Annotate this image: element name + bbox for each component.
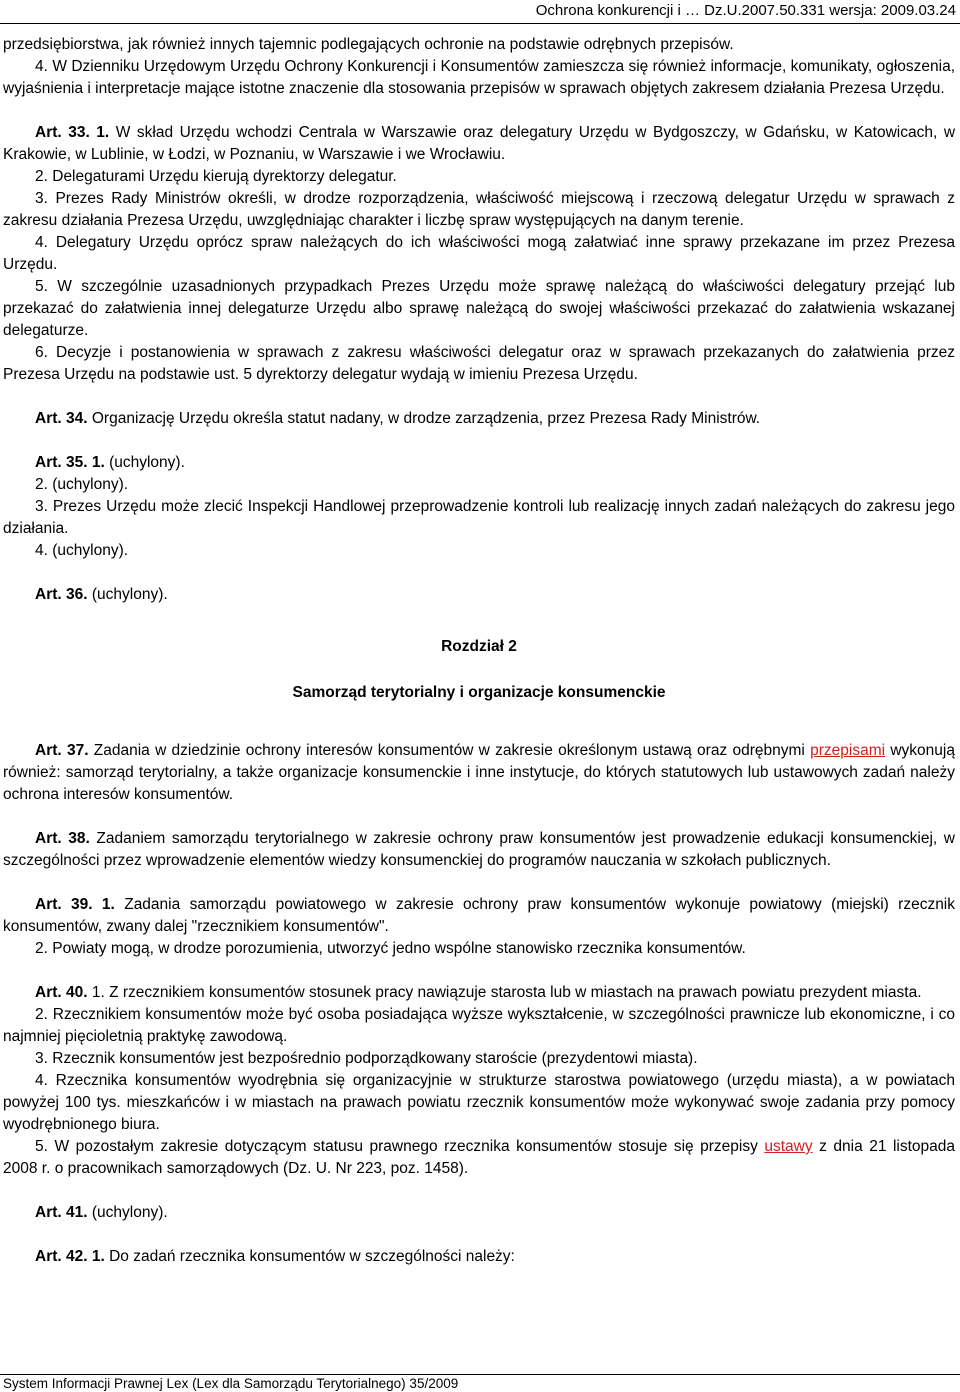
article-33-6: 6. Decyzje i postanowienia w sprawach z zakresu właściwości delegatur oraz w sprawach przekazanych do załatwienia przez Prezesa Urzędu na podstawie ust. 5 dyrektorzy delegatur wydają w imieniu Prezesa Urzędu. xyxy=(3,344,955,383)
article-33-3: 3. Prezes Rady Ministrów określi, w drodze rozporządzenia, właściwość miejscową i rzeczową delegatur Urzędu w sprawach z zakresu działania Prezesa Urzędu, uwzględniając charakter i liczbę spraw występujących na danym terenie. xyxy=(3,190,955,229)
document-footer: System Informacji Prawnej Lex (Lex dla Samorządu Terytorialnego) 35/2009 xyxy=(3,1376,459,1391)
przepisami-link[interactable]: przepisami xyxy=(810,742,886,759)
paragraph-continuation: przedsiębiorstwa, jak również innych tajemnic podlegających ochronie na podstawie odrębnych przepisów. xyxy=(3,36,734,53)
article-40-3: 3. Rzecznik konsumentów jest bezpośrednio podporządkowany staroście (prezydentowi miasta). xyxy=(35,1050,698,1067)
article-38: Art. 38. Zadaniem samorządu terytorialnego w zakresie ochrony praw konsumentów jest prowadzenie edukacji konsumenckiej, w szczególności przez wprowadzenie elementów wiedzy konsumenckiej do programów nauczania w szkołach publicznych. xyxy=(3,830,955,869)
article-40-2: 2. Rzecznikiem konsumentów może być osoba posiadająca wyższe wykształcenie, w szczególności prawnicze lub ekonomiczne, i co najmniej pięcioletnią praktykę zawodową. xyxy=(3,1006,955,1045)
article-34: Art. 34. Organizację Urzędu określa statut nadany, w drodze zarządzenia, przez Prezesa Rady Ministrów. xyxy=(35,410,761,427)
article-33-1: Art. 33. 1. W skład Urzędu wchodzi Centrala w Warszawie oraz delegatury Urzędu w Bydgoszczy, w Gdańsku, w Katowicach, w Krakowie, w Lublinie, w Łodzi, w Poznaniu, w Warszawie i we Wrocławiu. xyxy=(3,124,956,163)
article-42-1: Art. 42. 1. Do zadań rzecznika konsumentów w szczególności należy: xyxy=(35,1248,515,1265)
paragraph-4: 4. W Dzienniku Urzędowym Urzędu Ochrony Konkurencji i Konsumentów zamieszcza się również informacje, komunikaty, ogłoszenia, wyjaśnienia i interpretacje mające istotne znaczenie dla stosowania przepisów w sprawach objętych zakresem działania Prezesa Urzędu. xyxy=(3,58,955,97)
article-35-4: 4. (uchylony). xyxy=(35,542,129,559)
article-40-1: Art. 40. 1. Z rzecznikiem konsumentów stosunek pracy nawiązuje starosta lub w miastach na prawach powiatu prezydent miasta. xyxy=(35,984,922,1001)
header-rule xyxy=(0,23,960,24)
article-37: Art. 37. Zadania w dziedzinie ochrony interesów konsumentów w zakresie określonym ustawą oraz odrębnymi przepisami wykonują również: samorząd terytorialny, a także organizacje konsumenckie i inne instytucje, do których statutowych lub ustawowych zadań należy ochrona interesów konsumentów. xyxy=(3,742,955,803)
document-header: Ochrona konkurencji i … Dz.U.2007.50.331 wersja: 2009.03.24 xyxy=(535,2,956,19)
article-40-5: 5. W pozostałym zakresie dotyczącym statusu prawnego rzecznika konsumentów stosuje się przepisy ustawy z dnia 21 listopada 2008 r. o pracownikach samorządowych (Dz. U. Nr 223, poz. 1458). xyxy=(3,1138,955,1177)
article-36: Art. 36. (uchylony). xyxy=(35,586,168,603)
article-33-4: 4. Delegatury Urzędu oprócz spraw należących do ich właściwości mogą załatwiać inne sprawy przekazane im przez Prezesa Urzędu. xyxy=(3,234,955,273)
article-40-4: 4. Rzecznika konsumentów wyodrębnia się organizacyjnie w strukturze starostwa powiatowego (urzędu miasta), a w powiatach powyżej 100 tys. mieszkańców i w miastach na prawach powiatu rzecznik konsumentów może wykonywać swoje zadania przy pomocy wyodrębnionego biura. xyxy=(3,1072,955,1133)
chapter-heading: Rozdział 2 xyxy=(441,638,517,655)
chapter-title: Samorząd terytorialny i organizacje konsumenckie xyxy=(292,684,666,701)
article-35-1: Art. 35. 1. (uchylony). xyxy=(35,454,185,471)
article-35-3: 3. Prezes Urzędu może zlecić Inspekcji Handlowej przeprowadzenie kontroli lub realizację innych zadań należących do zakresu jego działania. xyxy=(3,498,955,537)
article-39-1: Art. 39. 1. Zadania samorządu powiatowego w zakresie ochrony praw konsumentów wykonuje powiatowy (miejski) rzecznik konsumentów, zwany dalej "rzecznikiem konsumentów". xyxy=(3,896,956,935)
ustawy-link[interactable]: ustawy xyxy=(764,1138,813,1155)
article-35-2: 2. (uchylony). xyxy=(35,476,129,493)
article-39-2: 2. Powiaty mogą, w drodze porozumienia, utworzyć jedno wspólne stanowisko rzecznika konsumentów. xyxy=(35,940,746,957)
article-33-5: 5. W szczególnie uzasadnionych przypadkach Prezes Urzędu może sprawę należącą do właściwości delegatury przejąć lub przekazać do załatwienia innej delegaturze Urzędu albo sprawę należącą do swojej właściwości przekazać do załatwienia wskazanej delegaturze. xyxy=(3,278,955,339)
article-41: Art. 41. (uchylony). xyxy=(35,1204,168,1221)
article-33-2: 2. Delegaturami Urzędu kierują dyrektorzy delegatur. xyxy=(35,168,397,185)
document-body xyxy=(3,34,955,1268)
